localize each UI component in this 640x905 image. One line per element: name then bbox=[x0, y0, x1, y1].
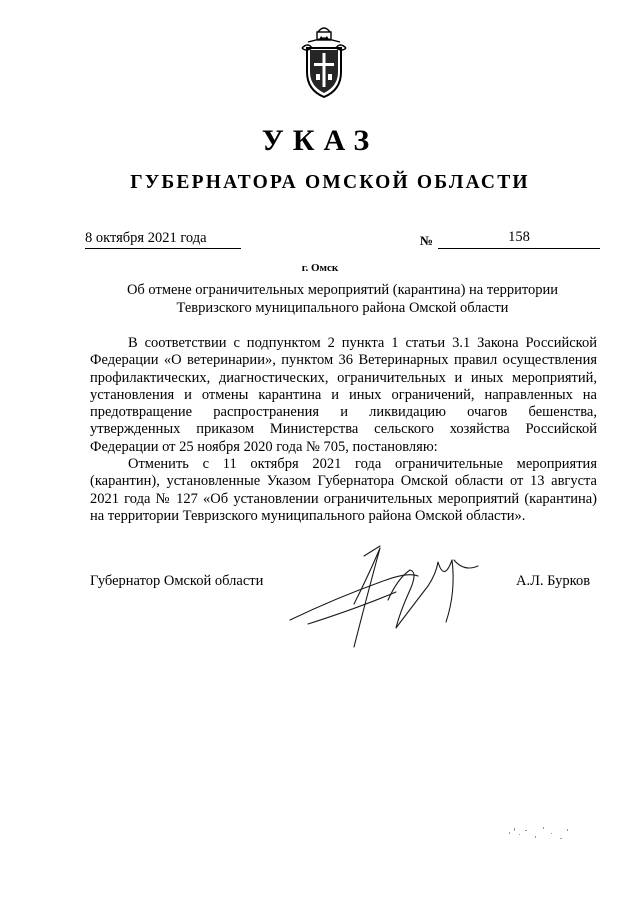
handwritten-signature-icon bbox=[268, 542, 492, 652]
body-paragraph: В соответствии с подпунктом 2 пункта 1 статьи 3.1 Закона Российской Федерации «О ветеринарии», пунктом 36 Ветеринарных правил осуществления профилактических, диагностических, ограничительных и иных мероприятий, установления и отмены карантина и иных ограничений, направленных на предотвращение распространения и ликвидацию очагов бешенства, утвержденных приказом Министерства сельского хозяйства Российской Федерации от 25 ноября 2020 года № 705, постановляю: bbox=[90, 335, 597, 455]
subject-line: Об отмене ограничительных мероприятий (карантина) на территории bbox=[126, 282, 559, 298]
document-subtitle: ГУБЕРНАТОРА ОМСКОЙ ОБЛАСТИ bbox=[130, 172, 530, 193]
document-date: 8 октября 2021 года bbox=[85, 230, 241, 249]
number-sign: № bbox=[420, 233, 434, 248]
document-place: г. Омск bbox=[301, 262, 339, 274]
omsk-oblast-coat-of-arms-icon bbox=[298, 22, 350, 100]
subject-line: Тевризского муниципального района Омской области bbox=[176, 299, 509, 316]
scan-speckle-marks bbox=[505, 824, 575, 848]
document-title: УКАЗ bbox=[261, 124, 379, 157]
signatory-name: А.Л. Бурков bbox=[516, 573, 591, 589]
document-number: 158 bbox=[438, 229, 600, 249]
body-paragraph: Отменить с 11 октября 2021 года ограничительные мероприятия (карантин), установленные Указом Губернатора Омской области от 13 августа 2021 года № 127 «Об установлении ограничительных мероприятий (карантина) на территории Тевризского муниципального района Омской области». bbox=[90, 456, 597, 524]
document-body bbox=[90, 335, 597, 525]
signatory-position: Губернатор Омской области bbox=[90, 573, 264, 589]
document-subject bbox=[90, 282, 595, 317]
